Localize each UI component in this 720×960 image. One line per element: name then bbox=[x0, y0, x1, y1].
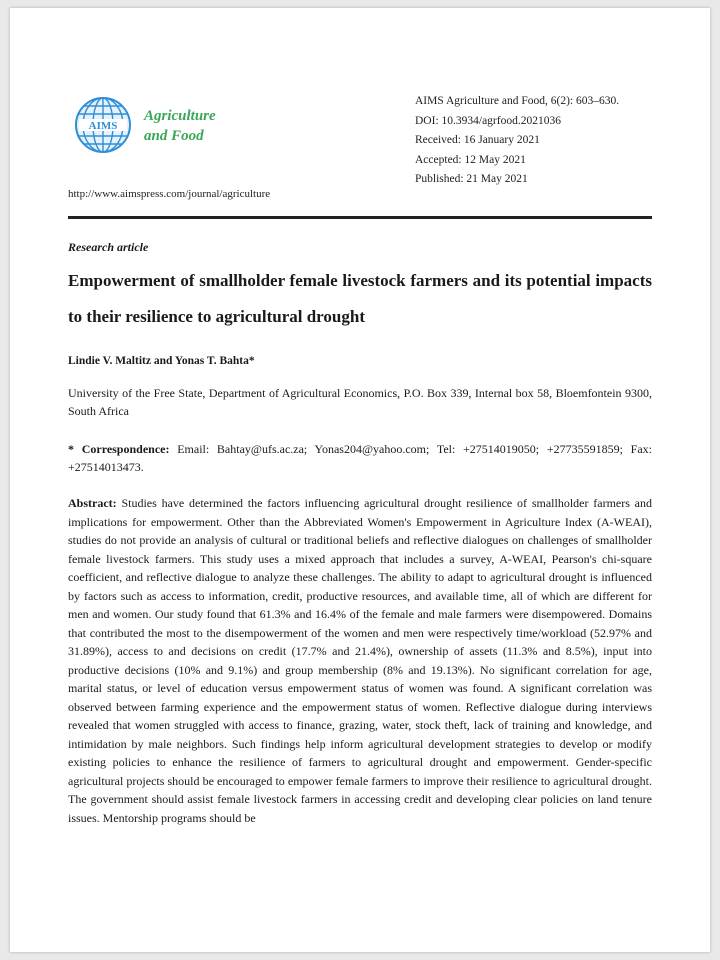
article-type: Research article bbox=[68, 240, 149, 254]
published-date: Published: 21 May 2021 bbox=[415, 173, 528, 185]
document-page bbox=[10, 8, 710, 952]
received-date: Received: 16 January 2021 bbox=[415, 134, 540, 146]
abstract-label: Abstract: bbox=[68, 496, 117, 510]
journal-url[interactable]: http://www.aimspress.com/journal/agriculture bbox=[68, 188, 271, 200]
abstract-text: Studies have determined the factors influencing agricultural drought resilience of smallholder farmers and implications for empowerment. Other than the Abbreviated Women's Empowerment in Agriculture Index (A-WEAI), studies do not provide an analysis of cultural or traditional beliefs and reflective dialogues on challenges of smallholder female livestock farmers. This study uses a mixed approach that includes a survey, A-WEAI, Pearson's chi-square coefficient, and reflective dialogue to analyze these challenges. The ability to adapt to agricultural drought is influenced by factors such as access to information, credit, productive resources, and available time, all of which are different for men and women. Our study found that 61.3% and 16.4% of the female and male farmers were disempowered. Domains that contributed the most to the disempowerment of the women and men were respectively time/workload (52.97% and 31.89%), access to and decisions on credit (17.7% and 21.4%), ownership of assets (11.3% and 8.5%), input into productive decisions (10% and 9.1%) and group membership (8% and 19.13%). No significant correlation for age, marital status, or level of education versus empowerment status of women was found. A significant correlation was observed between farming experience and the empowerment status of women. Reflective dialogue during interviews revealed that women struggled with access to finance, grazing, water, stock theft, lack of training and knowledge, and intimidation by male neighbors. Such findings help inform agricultural development strategies to develop or modify existing policies to enhance the resilience of farmers to agricultural drought and empowerment. Gender-specific agricultural projects should be encouraged to empower female farmers to improve their resilience to agricultural drought. The government should assist female livestock farmers in accessing credit and developing clear policies on land tenure issues. Mentorship programs should be bbox=[68, 496, 653, 825]
affiliation: University of the Free State, Department of Agricultural Economics, P.O. Box 339, Internal box 58, Bloemfontein 9300, South Africa bbox=[68, 386, 652, 418]
correspondence bbox=[68, 440, 652, 476]
globe-icon bbox=[72, 94, 134, 156]
journal-name-line1: Agriculture bbox=[144, 108, 216, 124]
correspondence-text: Email: Bahtay@ufs.ac.za; Yonas204@yahoo.com; Tel: +27514019050; +27735591859; Fax: +27514013473. bbox=[68, 442, 652, 474]
doi: DOI: 10.3934/agrfood.2021036 bbox=[415, 114, 561, 127]
article-title: Empowerment of smallholder female livestock farmers and its potential impacts to their resilience to agricultural drought bbox=[68, 271, 652, 326]
journal-logo bbox=[68, 92, 328, 162]
journal-header bbox=[68, 92, 658, 212]
article-meta bbox=[415, 92, 619, 190]
abstract bbox=[68, 494, 652, 827]
header-divider bbox=[68, 216, 652, 219]
journal-name bbox=[144, 106, 216, 146]
citation: AIMS Agriculture and Food, 6(2): 603–630. bbox=[415, 95, 620, 107]
journal-name-line2: and Food bbox=[144, 128, 204, 144]
logo-text: AIMS bbox=[88, 120, 118, 132]
authors: Lindie V. Maltitz and Yonas T. Bahta* bbox=[68, 355, 255, 367]
accepted-date: Accepted: 12 May 2021 bbox=[415, 153, 526, 166]
correspondence-label: * Correspondence: bbox=[68, 442, 170, 456]
